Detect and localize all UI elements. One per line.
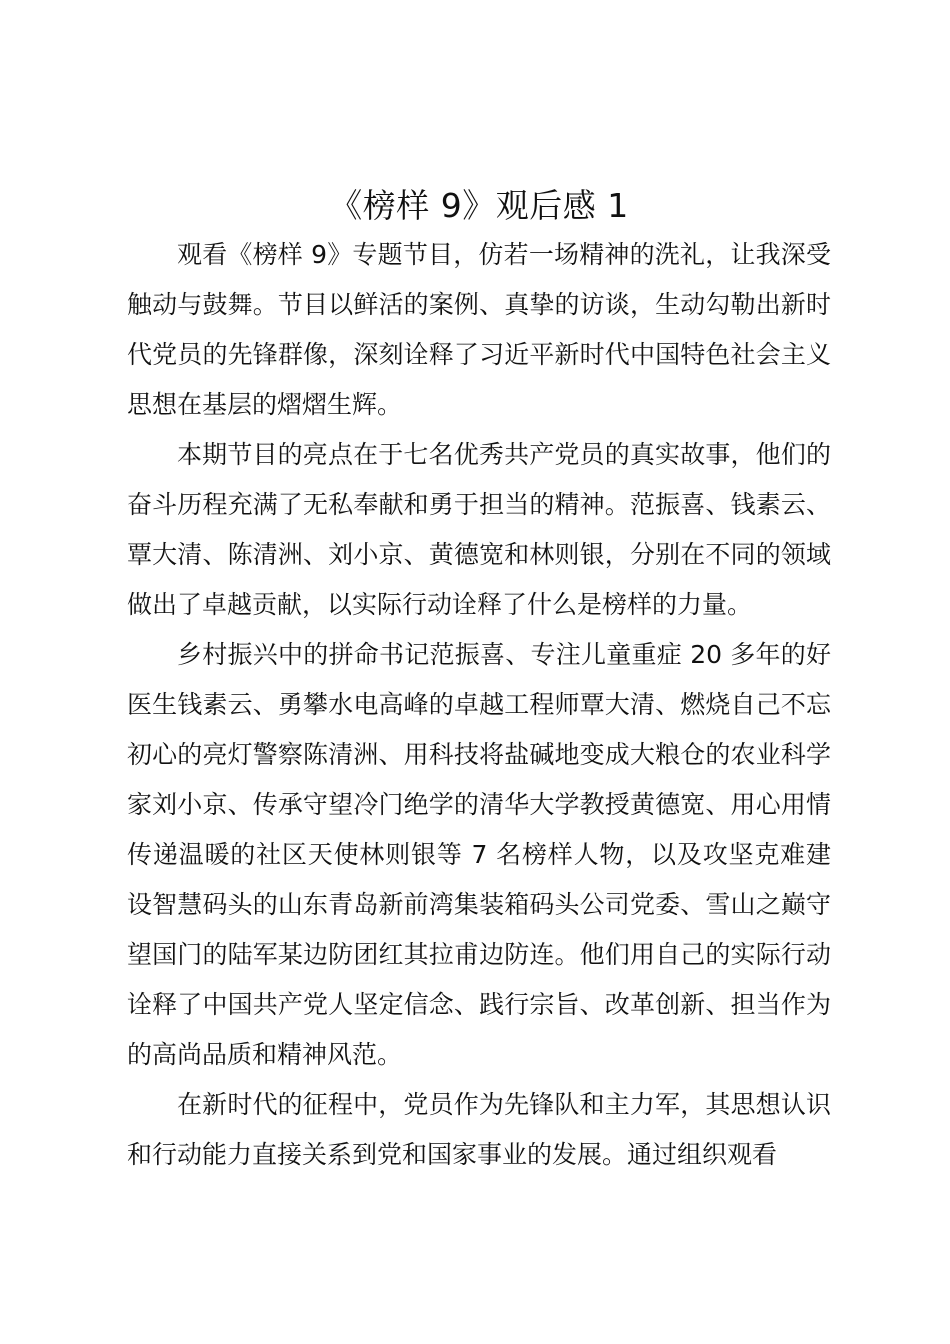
document-body [127,182,831,1180]
document-title: 《榜样 9》观后感 1 [329,186,629,225]
paragraph-3: 乡村振兴中的拼命书记范振喜、专注儿童重症 20 多年的好医生钱素云、勇攀水电高峰的卓越工程师覃大清、燃烧自己不忘初心的亮灯警察陈清洲、用科技将盐碱地变成大粮仓的农业科学家刘小京、传承守望冷门绝学的清华大学教授黄德宽、用心用情传递温暖的社区天使林则银等 7 名榜样人物，以及攻坚克难建设智慧码头的山东青岛新前湾集装箱码头公司党委、雪山之巅守望国门的陆军某边防团红其拉甫边防连。他们用自己的实际行动诠释了中国共产党人坚定信念、践行宗旨、改革创新、担当作为的高尚品质和精神风范。 [127,640,831,1069]
paragraph-1: 观看《榜样 9》专题节目，仿若一场精神的洗礼，让我深受触动与鼓舞。节目以鲜活的案例、真挚的访谈，生动勾勒出新时代党员的先锋群像，深刻诠释了习近平新时代中国特色社会主义思想在基层的熠熠生辉。 [127,240,831,419]
paragraph-4: 在新时代的征程中，党员作为先锋队和主力军，其思想认识和行动能力直接关系到党和国家事业的发展。通过组织观看 [127,1090,831,1169]
paragraph-2: 本期节目的亮点在于七名优秀共产党员的真实故事，他们的奋斗历程充满了无私奉献和勇于担当的精神。范振喜、钱素云、覃大清、陈清洲、刘小京、黄德宽和林则银，分别在不同的领域做出了卓越贡献，以实际行动诠释了什么是榜样的力量。 [127,440,831,619]
